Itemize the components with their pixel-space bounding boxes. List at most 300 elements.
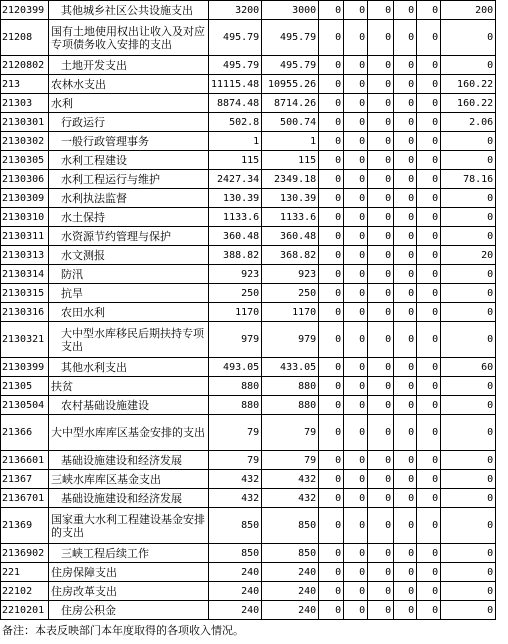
amount-cell: 0 (344, 563, 368, 582)
amount-cell: 0 (394, 75, 417, 94)
amount-cell: 8714.26 (262, 94, 319, 113)
amount-cell: 0 (441, 227, 496, 246)
amount-cell: 2349.18 (262, 170, 319, 189)
subject-code-cell: 2130305 (1, 151, 49, 170)
amount-cell: 0 (368, 377, 394, 396)
amount-cell: 0 (344, 582, 368, 601)
subject-code-cell: 2130310 (1, 208, 49, 227)
amount-cell: 0 (394, 284, 417, 303)
amount-cell: 0 (368, 508, 394, 544)
table-row (1, 563, 496, 582)
amount-cell: 0 (417, 75, 441, 94)
amount-cell: 432 (262, 470, 319, 489)
amount-cell: 0 (417, 132, 441, 151)
subject-name-cell: 一般行政管理事务 (49, 132, 209, 151)
amount-cell: 0 (417, 20, 441, 56)
amount-cell: 1170 (209, 303, 262, 322)
amount-cell: 0 (319, 508, 344, 544)
amount-cell: 0 (394, 208, 417, 227)
amount-cell: 0 (319, 451, 344, 470)
amount-cell: 0 (344, 489, 368, 508)
amount-cell: 495.79 (209, 20, 262, 56)
amount-cell: 0 (319, 75, 344, 94)
amount-cell: 0 (344, 20, 368, 56)
amount-cell: 10955.26 (262, 75, 319, 94)
amount-cell: 0 (417, 151, 441, 170)
amount-cell: 923 (209, 265, 262, 284)
amount-cell: 0 (417, 56, 441, 75)
table-row (1, 189, 496, 208)
amount-cell: 240 (209, 582, 262, 601)
table-row (1, 544, 496, 563)
subject-code-cell: 21369 (1, 508, 49, 544)
amount-cell: 1 (262, 132, 319, 151)
amount-cell: 0 (319, 20, 344, 56)
amount-cell: 0 (319, 94, 344, 113)
subject-code-cell: 2136601 (1, 451, 49, 470)
subject-code-cell: 2130504 (1, 396, 49, 415)
subject-code-cell: 2130316 (1, 303, 49, 322)
amount-cell: 0 (441, 303, 496, 322)
amount-cell: 0 (417, 265, 441, 284)
amount-cell: 0 (394, 396, 417, 415)
subject-name-cell: 国有土地使用权出让收入及对应专项债务收入安排的支出 (49, 20, 209, 56)
subject-name-cell: 住房公积金 (49, 601, 209, 620)
amount-cell: 0 (394, 489, 417, 508)
table-row (1, 56, 496, 75)
amount-cell: 240 (209, 563, 262, 582)
amount-cell: 0 (417, 94, 441, 113)
amount-cell: 0 (394, 322, 417, 358)
amount-cell: 0 (368, 544, 394, 563)
amount-cell: 495.79 (209, 56, 262, 75)
amount-cell: 0 (394, 1, 417, 20)
amount-cell: 0 (319, 563, 344, 582)
table-row (1, 489, 496, 508)
amount-cell: 0 (319, 470, 344, 489)
amount-cell: 0 (344, 508, 368, 544)
subject-code-cell: 2130399 (1, 358, 49, 377)
subject-name-cell: 扶贫 (49, 377, 209, 396)
amount-cell: 0 (417, 582, 441, 601)
amount-cell: 0 (319, 377, 344, 396)
subject-name-cell: 其他水利支出 (49, 358, 209, 377)
amount-cell: 1133.6 (209, 208, 262, 227)
subject-name-cell: 农田水利 (49, 303, 209, 322)
amount-cell: 78.16 (441, 170, 496, 189)
subject-code-cell: 2130321 (1, 322, 49, 358)
table-row (1, 451, 496, 470)
amount-cell: 880 (209, 377, 262, 396)
amount-cell: 923 (262, 265, 319, 284)
amount-cell: 0 (417, 563, 441, 582)
amount-cell: 240 (262, 582, 319, 601)
table-row (1, 284, 496, 303)
table-row (1, 208, 496, 227)
amount-cell: 0 (344, 284, 368, 303)
amount-cell: 0 (344, 1, 368, 20)
amount-cell: 0 (441, 322, 496, 358)
amount-cell: 0 (368, 94, 394, 113)
amount-cell: 0 (417, 489, 441, 508)
amount-cell: 0 (417, 189, 441, 208)
amount-cell: 60 (441, 358, 496, 377)
amount-cell: 160.22 (441, 75, 496, 94)
amount-cell: 0 (344, 151, 368, 170)
amount-cell: 433.05 (262, 358, 319, 377)
amount-cell: 0 (394, 544, 417, 563)
amount-cell: 0 (319, 132, 344, 151)
amount-cell: 0 (319, 151, 344, 170)
amount-cell: 0 (394, 132, 417, 151)
amount-cell: 0 (368, 396, 394, 415)
amount-cell: 0 (344, 246, 368, 265)
table-row (1, 322, 496, 358)
amount-cell: 500.74 (262, 113, 319, 132)
amount-cell: 0 (394, 582, 417, 601)
amount-cell: 850 (209, 544, 262, 563)
amount-cell: 0 (319, 489, 344, 508)
amount-cell: 0 (441, 415, 496, 451)
amount-cell: 0 (319, 396, 344, 415)
amount-cell: 850 (262, 508, 319, 544)
amount-cell: 200 (441, 1, 496, 20)
table-row (1, 227, 496, 246)
amount-cell: 0 (319, 246, 344, 265)
amount-cell: 0 (417, 170, 441, 189)
amount-cell: 0 (368, 75, 394, 94)
amount-cell: 0 (417, 284, 441, 303)
subject-name-cell: 抗旱 (49, 284, 209, 303)
amount-cell: 0 (441, 544, 496, 563)
table-row (1, 20, 496, 56)
subject-name-cell: 大中型水库库区基金安排的支出 (49, 415, 209, 451)
amount-cell: 0 (368, 489, 394, 508)
subject-name-cell: 大中型水库移民后期扶持专项支出 (49, 322, 209, 358)
amount-cell: 79 (209, 451, 262, 470)
subject-name-cell: 水利 (49, 94, 209, 113)
subject-code-cell: 213 (1, 75, 49, 94)
amount-cell: 0 (417, 508, 441, 544)
amount-cell: 0 (441, 396, 496, 415)
amount-cell: 0 (368, 132, 394, 151)
amount-cell: 0 (368, 1, 394, 20)
amount-cell: 0 (344, 322, 368, 358)
amount-cell: 0 (319, 284, 344, 303)
amount-cell: 0 (344, 601, 368, 620)
amount-cell: 0 (344, 94, 368, 113)
subject-name-cell: 住房改革支出 (49, 582, 209, 601)
amount-cell: 0 (344, 56, 368, 75)
subject-name-cell: 三峡水库库区基金支出 (49, 470, 209, 489)
amount-cell: 0 (344, 75, 368, 94)
amount-cell: 0 (368, 470, 394, 489)
amount-cell: 130.39 (209, 189, 262, 208)
amount-cell: 0 (394, 563, 417, 582)
amount-cell: 0 (344, 377, 368, 396)
amount-cell: 495.79 (262, 20, 319, 56)
amount-cell: 0 (319, 227, 344, 246)
amount-cell: 0 (417, 396, 441, 415)
subject-code-cell: 2130314 (1, 265, 49, 284)
amount-cell: 0 (344, 208, 368, 227)
amount-cell: 0 (394, 94, 417, 113)
amount-cell: 493.05 (209, 358, 262, 377)
amount-cell: 0 (441, 208, 496, 227)
subject-name-cell: 国家重大水利工程建设基金安排的支出 (49, 508, 209, 544)
amount-cell: 0 (417, 415, 441, 451)
amount-cell: 0 (368, 20, 394, 56)
amount-cell: 0 (368, 582, 394, 601)
subject-code-cell: 21303 (1, 94, 49, 113)
subject-name-cell: 基础设施建设和经济发展 (49, 489, 209, 508)
amount-cell: 130.39 (262, 189, 319, 208)
amount-cell: 432 (262, 489, 319, 508)
amount-cell: 0 (344, 544, 368, 563)
table-row (1, 170, 496, 189)
amount-cell: 0 (394, 151, 417, 170)
subject-name-cell: 水土保持 (49, 208, 209, 227)
amount-cell: 0 (394, 113, 417, 132)
amount-cell: 0 (344, 303, 368, 322)
subject-name-cell: 水文测报 (49, 246, 209, 265)
subject-code-cell: 2130302 (1, 132, 49, 151)
amount-cell: 20 (441, 246, 496, 265)
amount-cell: 79 (262, 415, 319, 451)
amount-cell: 0 (394, 377, 417, 396)
table-row (1, 151, 496, 170)
amount-cell: 0 (441, 20, 496, 56)
amount-cell: 1133.6 (262, 208, 319, 227)
amount-cell: 0 (368, 415, 394, 451)
amount-cell: 880 (209, 396, 262, 415)
table-row (1, 1, 496, 20)
amount-cell: 0 (344, 451, 368, 470)
amount-cell: 0 (394, 508, 417, 544)
amount-cell: 0 (441, 563, 496, 582)
subject-name-cell: 水利执法监督 (49, 189, 209, 208)
amount-cell: 0 (368, 601, 394, 620)
amount-cell: 240 (262, 563, 319, 582)
amount-cell: 850 (262, 544, 319, 563)
table-row (1, 601, 496, 620)
table-row (1, 396, 496, 415)
amount-cell: 0 (368, 151, 394, 170)
amount-cell: 0 (394, 56, 417, 75)
subject-code-cell: 2120399 (1, 1, 49, 20)
amount-cell: 79 (262, 451, 319, 470)
amount-cell: 0 (368, 322, 394, 358)
amount-cell: 0 (368, 265, 394, 284)
amount-cell: 432 (209, 489, 262, 508)
amount-cell: 0 (368, 246, 394, 265)
subject-code-cell: 2130309 (1, 189, 49, 208)
amount-cell: 0 (319, 322, 344, 358)
amount-cell: 0 (441, 508, 496, 544)
subject-name-cell: 基础设施建设和经济发展 (49, 451, 209, 470)
subject-name-cell: 土地开发支出 (49, 56, 209, 75)
amount-cell: 8874.48 (209, 94, 262, 113)
amount-cell: 0 (368, 563, 394, 582)
amount-cell: 3200 (209, 1, 262, 20)
subject-name-cell: 三峡工程后续工作 (49, 544, 209, 563)
amount-cell: 240 (262, 601, 319, 620)
table-row (1, 303, 496, 322)
table-row (1, 415, 496, 451)
amount-cell: 0 (417, 1, 441, 20)
amount-cell: 240 (209, 601, 262, 620)
amount-cell: 0 (319, 303, 344, 322)
amount-cell: 0 (344, 470, 368, 489)
amount-cell: 160.22 (441, 94, 496, 113)
amount-cell: 0 (319, 601, 344, 620)
table-body (1, 1, 496, 620)
subject-code-cell: 2130313 (1, 246, 49, 265)
subject-code-cell: 21366 (1, 415, 49, 451)
amount-cell: 880 (262, 396, 319, 415)
amount-cell: 0 (344, 113, 368, 132)
amount-cell: 0 (417, 358, 441, 377)
amount-cell: 0 (417, 601, 441, 620)
amount-cell: 250 (209, 284, 262, 303)
amount-cell: 0 (417, 544, 441, 563)
amount-cell: 0 (368, 227, 394, 246)
amount-cell: 0 (344, 396, 368, 415)
amount-cell: 0 (368, 189, 394, 208)
amount-cell: 0 (441, 189, 496, 208)
subject-code-cell: 22102 (1, 582, 49, 601)
amount-cell: 0 (344, 132, 368, 151)
amount-cell: 0 (394, 601, 417, 620)
subject-code-cell: 2130311 (1, 227, 49, 246)
amount-cell: 0 (319, 415, 344, 451)
amount-cell: 880 (262, 377, 319, 396)
subject-code-cell: 2120802 (1, 56, 49, 75)
table-row (1, 358, 496, 377)
footnote: 备注：本表反映部门本年度取得的各项收入情况。 (2, 624, 244, 637)
amount-cell: 0 (319, 113, 344, 132)
amount-cell: 115 (209, 151, 262, 170)
table-row (1, 265, 496, 284)
amount-cell: 0 (344, 227, 368, 246)
table-row (1, 582, 496, 601)
amount-cell: 0 (368, 451, 394, 470)
amount-cell: 0 (394, 20, 417, 56)
amount-cell: 1 (209, 132, 262, 151)
amount-cell: 979 (262, 322, 319, 358)
amount-cell: 79 (209, 415, 262, 451)
subject-code-cell: 2130315 (1, 284, 49, 303)
amount-cell: 115 (262, 151, 319, 170)
amount-cell: 0 (319, 582, 344, 601)
amount-cell: 0 (368, 303, 394, 322)
subject-code-cell: 2130301 (1, 113, 49, 132)
amount-cell: 850 (209, 508, 262, 544)
amount-cell: 0 (441, 470, 496, 489)
amount-cell: 0 (319, 189, 344, 208)
subject-code-cell: 21305 (1, 377, 49, 396)
amount-cell: 0 (368, 170, 394, 189)
amount-cell: 388.82 (209, 246, 262, 265)
subject-name-cell: 农林水支出 (49, 75, 209, 94)
amount-cell: 0 (417, 470, 441, 489)
amount-cell: 0 (319, 358, 344, 377)
table-row (1, 470, 496, 489)
amount-cell: 360.48 (262, 227, 319, 246)
amount-cell: 0 (319, 265, 344, 284)
amount-cell: 0 (394, 246, 417, 265)
amount-cell: 0 (319, 544, 344, 563)
amount-cell: 0 (394, 189, 417, 208)
amount-cell: 0 (344, 415, 368, 451)
amount-cell: 0 (417, 451, 441, 470)
subject-name-cell: 其他城乡社区公共设施支出 (49, 1, 209, 20)
amount-cell: 0 (441, 265, 496, 284)
amount-cell: 368.82 (262, 246, 319, 265)
amount-cell: 0 (394, 265, 417, 284)
amount-cell: 0 (344, 189, 368, 208)
table-row (1, 113, 496, 132)
subject-code-cell: 2130306 (1, 170, 49, 189)
subject-code-cell: 21208 (1, 20, 49, 56)
amount-cell: 0 (394, 415, 417, 451)
amount-cell: 250 (262, 284, 319, 303)
subject-name-cell: 水资源节约管理与保护 (49, 227, 209, 246)
amount-cell: 0 (441, 582, 496, 601)
amount-cell: 0 (394, 303, 417, 322)
subject-code-cell: 2210201 (1, 601, 49, 620)
amount-cell: 0 (368, 113, 394, 132)
amount-cell: 0 (368, 56, 394, 75)
subject-name-cell: 水利工程建设 (49, 151, 209, 170)
amount-cell: 0 (441, 377, 496, 396)
subject-name-cell: 住房保障支出 (49, 563, 209, 582)
amount-cell: 2427.34 (209, 170, 262, 189)
subject-name-cell: 农村基础设施建设 (49, 396, 209, 415)
amount-cell: 0 (441, 284, 496, 303)
amount-cell: 979 (209, 322, 262, 358)
table-row (1, 94, 496, 113)
table-row (1, 246, 496, 265)
amount-cell: 0 (319, 208, 344, 227)
amount-cell: 0 (344, 170, 368, 189)
amount-cell: 0 (344, 358, 368, 377)
table-row (1, 508, 496, 544)
amount-cell: 0 (368, 358, 394, 377)
amount-cell: 11115.48 (209, 75, 262, 94)
subject-code-cell: 2136701 (1, 489, 49, 508)
amount-cell: 360.48 (209, 227, 262, 246)
amount-cell: 0 (417, 377, 441, 396)
amount-cell: 0 (441, 489, 496, 508)
subject-code-cell: 2136902 (1, 544, 49, 563)
table-row (1, 377, 496, 396)
amount-cell: 502.8 (209, 113, 262, 132)
amount-cell: 495.79 (262, 56, 319, 75)
subject-name-cell: 水利工程运行与维护 (49, 170, 209, 189)
subject-name-cell: 行政运行 (49, 113, 209, 132)
amount-cell: 2.06 (441, 113, 496, 132)
subject-name-cell: 防汛 (49, 265, 209, 284)
amount-cell: 0 (417, 208, 441, 227)
amount-cell: 432 (209, 470, 262, 489)
amount-cell: 3000 (262, 1, 319, 20)
amount-cell: 0 (319, 56, 344, 75)
amount-cell: 0 (441, 451, 496, 470)
amount-cell: 0 (441, 56, 496, 75)
amount-cell: 0 (344, 265, 368, 284)
amount-cell: 0 (368, 284, 394, 303)
